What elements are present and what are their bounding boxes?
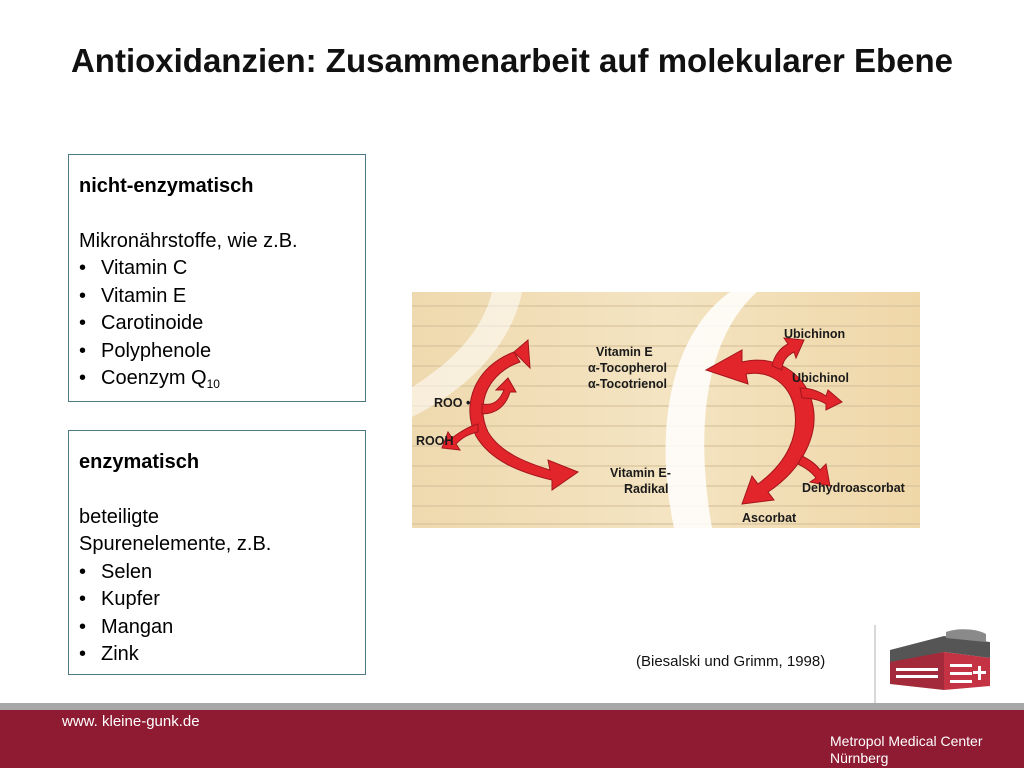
label-vitamin-e-radical-1: Vitamin E- (610, 466, 671, 480)
hospital-building-logo (886, 628, 994, 694)
list-item: • Polyphenole (79, 338, 355, 366)
footer-grey-bar (0, 703, 1024, 710)
slide-title: Antioxidanzien: Zusammenarbeit auf molekularer Ebene (70, 42, 954, 79)
coenzyme-label: Coenzym Q (101, 367, 207, 389)
nonenzymatic-list (79, 255, 355, 393)
nonenzymatic-box (68, 154, 366, 402)
nonenzymatic-heading: nicht-enzymatisch (79, 175, 254, 197)
footer-org-line1: Metropol Medical Center (830, 733, 983, 749)
enzymatic-intro-line1: beteiligte (79, 505, 160, 528)
label-tocotrienol: α-Tocotrienol (588, 377, 667, 391)
list-item: • Vitamin E (79, 283, 355, 311)
figure-source-citation: (Biesalski und Grimm, 1998) (636, 653, 826, 670)
list-item-coenzyme (79, 365, 355, 393)
list-item: • Zink (79, 641, 355, 669)
label-dehydroascorbat: Dehydroascorbat (802, 481, 905, 495)
label-vitamin-e: Vitamin E (596, 345, 653, 359)
redox-cycle-figure (412, 292, 920, 528)
enzymatic-list (79, 559, 355, 669)
enzymatic-heading: enzymatisch (79, 451, 200, 473)
nonenzymatic-intro: Mikronährstoffe, wie z.B. (79, 229, 298, 252)
label-vitamin-e-radical-2: Radikal (624, 482, 669, 496)
label-roo: ROO • (434, 396, 471, 410)
footer-url[interactable]: www. kleine-gunk.de (62, 713, 200, 730)
label-ubichinon: Ubichinon (784, 327, 846, 341)
list-item: • Mangan (79, 614, 355, 642)
coenzyme-subscript: 10 (206, 377, 220, 391)
label-ascorbat: Ascorbat (742, 511, 797, 525)
list-item: • Carotinoide (79, 310, 355, 338)
enzymatic-box (68, 430, 366, 675)
label-rooh: ROOH (416, 434, 454, 448)
list-item: • Selen (79, 559, 355, 587)
enzymatic-intro-line2: Spurenelemente, z.B. (79, 533, 272, 555)
footer-org-line2: Nürnberg (830, 750, 889, 766)
list-item: • Vitamin C (79, 255, 355, 283)
label-tocopherol: α-Tocopherol (588, 361, 667, 375)
list-item: • Kupfer (79, 586, 355, 614)
label-ubichinol: Ubichinol (792, 371, 849, 385)
footer-organization (830, 733, 983, 767)
logo-divider (874, 625, 876, 707)
